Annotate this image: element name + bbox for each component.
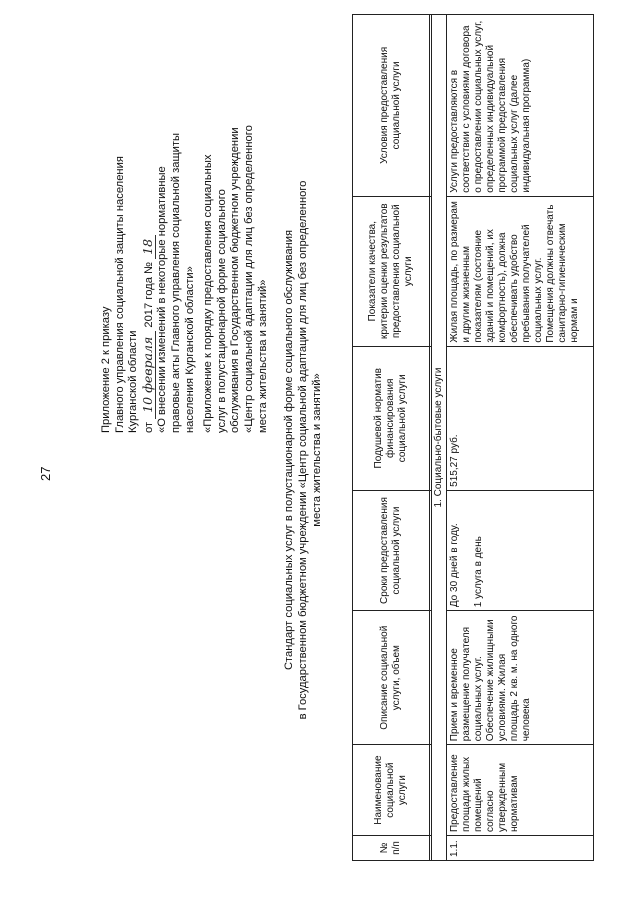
appendix-line: места жительства и занятий» xyxy=(256,279,269,433)
appendix-line: правовые акты Главного управления социальной защиты xyxy=(169,132,182,433)
date-year: 2017 года № xyxy=(142,261,155,328)
term-line: 1 услуга в день xyxy=(473,536,484,608)
appendix-line: Приложение 2 к приказу xyxy=(100,306,112,433)
header-cell-norm: Подушевой норматив финансирования социальной услуги xyxy=(353,346,430,490)
term-line: До 30 дней в году. xyxy=(449,523,460,608)
row-norm: 515,27 руб. xyxy=(447,346,594,490)
appendix-line: Курганской области xyxy=(127,330,140,433)
appendix-line: услуг в полустационарной форме социального xyxy=(215,189,228,433)
appendix-line: населения Курганской области» xyxy=(183,266,196,433)
header-cell-quality: Показатели качества, критерии оценки результатов предоставления социальной услуги xyxy=(353,196,430,346)
quality-text: Жилая площадь, по размерам и другим жизненным показателям (состояние зданий и помещений, их комфортность), должна обеспечивать удобство пребывания получателей социальных услуг. Помещения должны отвечать санитарно-гигиеническим нормам и xyxy=(449,201,580,343)
service-name-text: Предоставление площади жилых помещений согласно утвержденным нормативам xyxy=(449,754,520,833)
appendix-line: «Центр социальной адаптации для лиц без определенного xyxy=(242,125,255,433)
header-cell-conditions: Условия предоставления социальной услуги xyxy=(353,15,430,197)
document-title xyxy=(282,115,324,785)
appendix-line: «О внесении изменений в некоторые нормативные xyxy=(156,166,169,433)
header-cell-name: Наименование социальной услуги xyxy=(353,745,430,836)
standard-table xyxy=(352,14,594,861)
row-description xyxy=(447,611,594,745)
title-line: места жительства и занятий» xyxy=(311,373,323,527)
row-term xyxy=(447,490,594,610)
title-line: в Государственном бюджетном учреждении «Центр социальной адаптации для лиц без определенного xyxy=(297,180,309,720)
table-row xyxy=(447,15,594,861)
page-number: 27 xyxy=(38,466,53,481)
handwritten-number: 18 xyxy=(140,235,156,259)
header-cell-description: Описание социальной услуги, объем xyxy=(353,611,430,745)
row-conditions xyxy=(447,15,594,197)
date-prefix: от xyxy=(142,421,155,433)
section-row xyxy=(432,15,447,861)
appendix-date-line xyxy=(141,33,157,433)
appendix-line: «Приложение к порядку предоставления социальных xyxy=(202,154,215,433)
row-quality xyxy=(447,196,594,346)
conditions-text: Услуги предоставляются в соответствии с условиями договора о предоставлении социальных услуг, определенных индивидуальной программой предоставления социальных услуг (далее индивидуальная программа) xyxy=(449,20,532,193)
header-row xyxy=(353,15,430,861)
description-text: Прием и временное размещение получателя социальных услуг. Обеспечение жилищными условиями. Жилая площадь 2 кв. м. на одного человека xyxy=(449,615,532,742)
row-service-name xyxy=(447,745,594,836)
header-cell-num: № п/п xyxy=(353,836,430,861)
appendix-line: обслуживания в Государственном бюджетном учреждении xyxy=(229,127,242,433)
header-cell-term: Сроки предоставления социальной услуги xyxy=(353,490,430,610)
row-number: 1.1. xyxy=(447,836,594,861)
section-heading: 1. Социально-бытовые услуги xyxy=(432,15,447,861)
handwritten-date: 10 февраля xyxy=(140,331,156,419)
term-text xyxy=(449,494,589,607)
appendix-block xyxy=(100,33,270,433)
appendix-line: Главного управления социальной защиты населения xyxy=(113,156,126,433)
title-line: Стандарт социальных услуг в полустационарной форме социального обслуживания xyxy=(283,229,295,671)
